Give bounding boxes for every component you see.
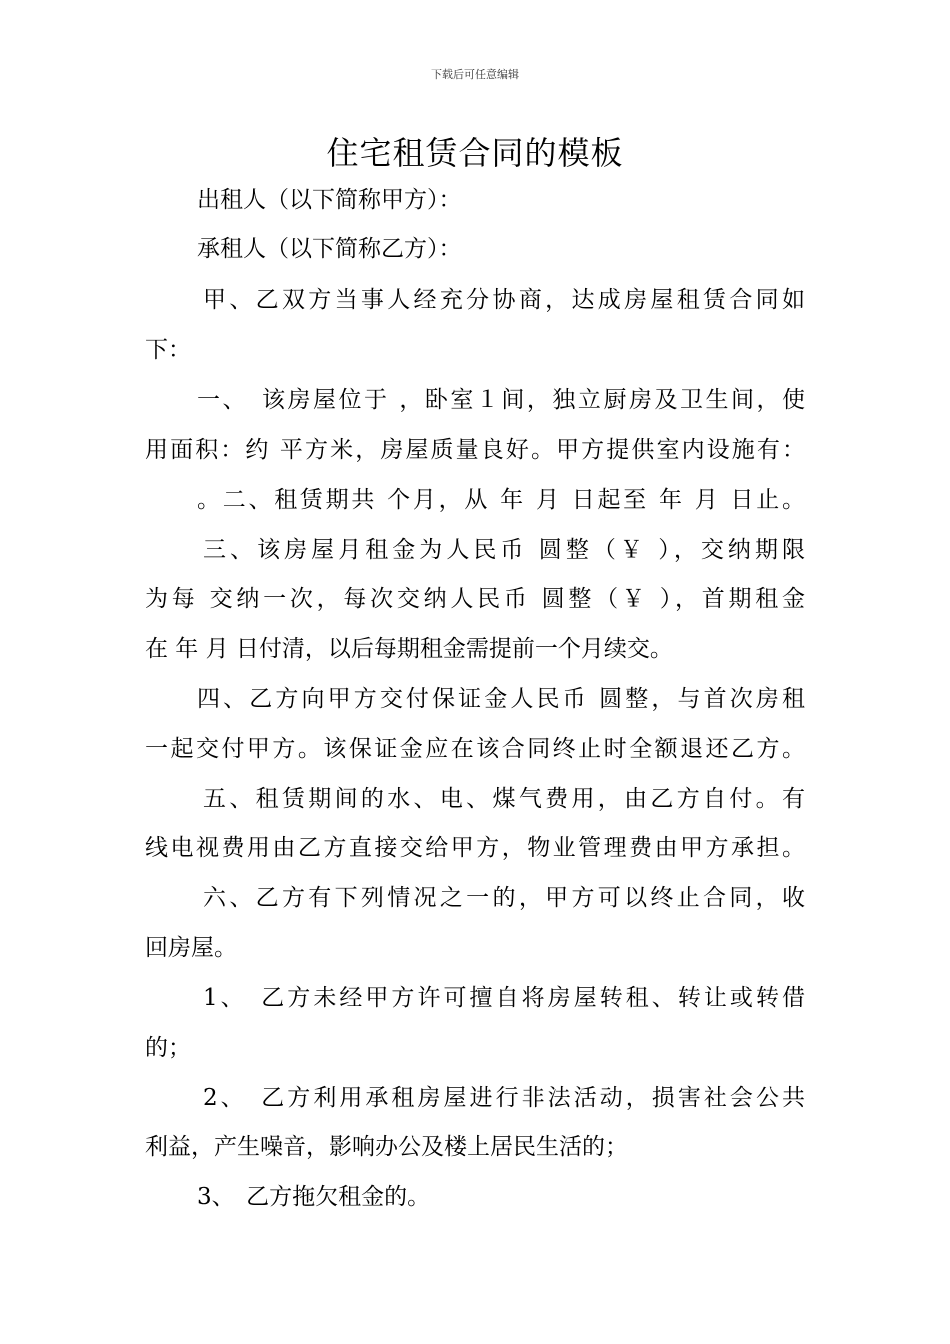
item-1-line-2: 的；: [145, 1035, 191, 1061]
clause-3-line-2: 为每 交纳一次，每次交纳人民币 圆整（￥ ），首期租金: [145, 586, 805, 612]
clause-6-line-2: 回房屋。: [145, 935, 237, 961]
item-2-line-1: 2、 乙方利用承租房屋进行非法活动，损害社会公共: [203, 1085, 805, 1111]
clause-1-line-2: 用面积：约 平方米，房屋质量良好。甲方提供室内设施有：: [145, 437, 805, 463]
clause-3-line-3: 在 年 月 日付清，以后每期租金需提前一个月续交。: [145, 636, 673, 662]
lessee-line: 承租人（以下简称乙方）：: [197, 236, 462, 262]
intro-line-2: 下：: [145, 337, 191, 363]
clause-1-line-1: 一、 该房屋位于 ，卧室１间，独立厨房及卫生间，使: [197, 387, 805, 413]
clause-3-line-1: 三、该房屋月租金为人民币 圆整（￥ ），交纳期限: [203, 537, 805, 563]
clause-6-line-1: 六、乙方有下列情况之一的，甲方可以终止合同，收: [203, 885, 805, 911]
clause-5-line-2: 线电视费用由乙方直接交给甲方，物业管理费由甲方承担。: [145, 835, 805, 861]
clause-4-line-2: 一起交付甲方。该保证金应在该合同终止时全额退还乙方。: [145, 736, 805, 762]
intro-line-1: 甲、乙双方当事人经充分协商，达成房屋租赁合同如: [203, 287, 805, 313]
clause-4-line-1: 四、乙方向甲方交付保证金人民币 圆整，与首次房租: [197, 686, 805, 712]
clause-2-line: 。二、租赁期共 个月，从 年 月 日起至 年 月 日止。: [197, 487, 805, 513]
clause-5-line-1: 五、租赁期间的水、电、煤气费用，由乙方自付。有: [203, 786, 805, 812]
lessor-line: 出租人（以下简称甲方）：: [197, 187, 462, 213]
page-header: 下载后可任意编辑: [431, 68, 519, 81]
item-1-line-1: 1、 乙方未经甲方许可擅自将房屋转租、转让或转借: [203, 985, 805, 1011]
document-title: 住宅租赁合同的模板: [326, 134, 624, 172]
item-2-line-2: 利益，产生噪音，影响办公及楼上居民生活的；: [145, 1134, 628, 1160]
item-3-line: 3、 乙方拖欠租金的。: [197, 1184, 431, 1210]
